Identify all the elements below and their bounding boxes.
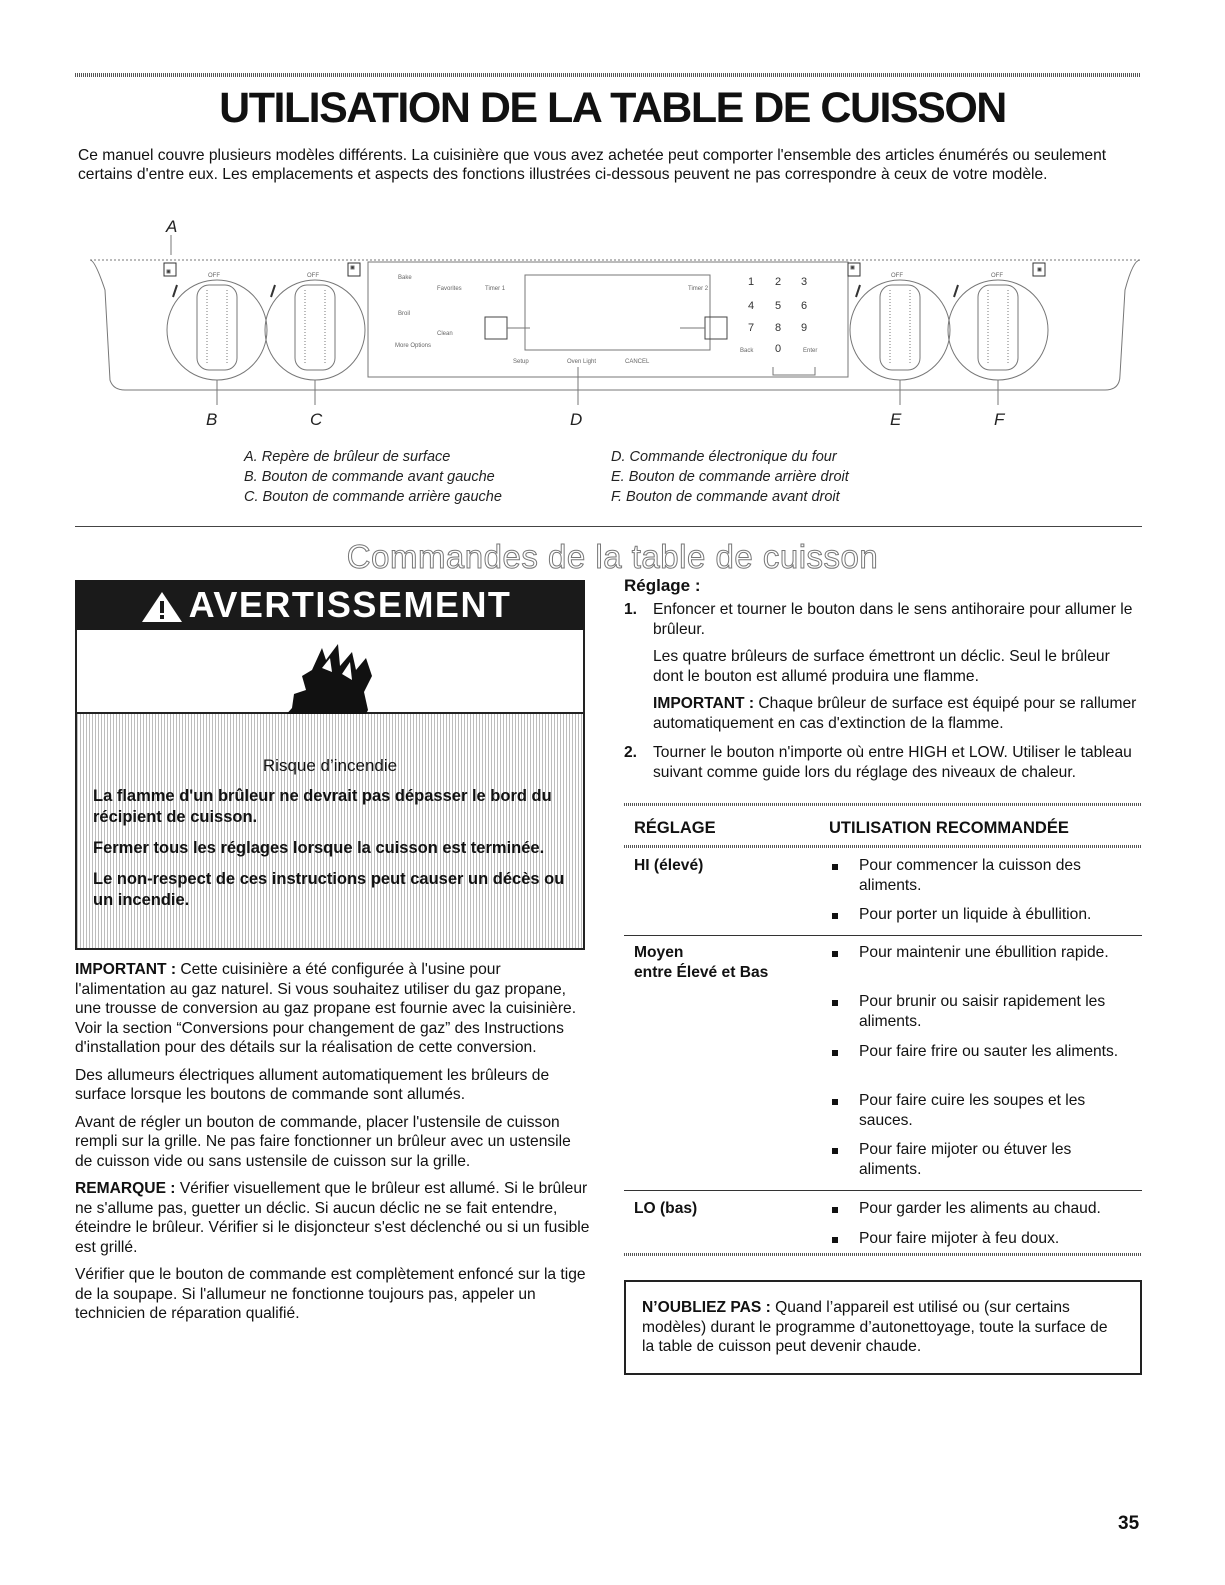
reminder-text: N’OUBLIEZ PAS : Quand l’appareil est utilisé ou (sur certains modèles) durant le programme d’autonettoyage, toute la surface de la table de cuisson peut devenir chaude. — [642, 1299, 1108, 1355]
legend-item-f: F. Bouton de commande avant droit — [611, 489, 840, 505]
page-number: 35 — [1118, 1513, 1140, 1534]
label-off-3: OFF — [891, 273, 903, 279]
key-7: 7 — [748, 322, 755, 334]
bullet-icon — [832, 1000, 838, 1006]
legend-item-c: C. Bouton de commande arrière gauche — [244, 489, 502, 505]
warning-title: AVERTISSEMENT — [188, 584, 512, 625]
label-timer1: Timer 1 — [485, 286, 506, 292]
warning-line-1: La flamme d'un brûleur ne devrait pas dépasser le bord du récipient de cuisson. — [93, 787, 552, 826]
page-title: UTILISATION DE LA TABLE DE CUISSON — [219, 84, 1006, 132]
row-lo-item-1: Pour garder les aliments au chaud. — [859, 1200, 1101, 1217]
key-1: 1 — [748, 276, 755, 288]
label-setup: Setup — [513, 359, 529, 365]
key-0: 0 — [775, 343, 782, 355]
table-header-utilisation: UTILISATION RECOMMANDÉE — [829, 819, 1069, 837]
warning-text — [93, 786, 573, 911]
label-off-2: OFF — [307, 273, 319, 279]
step-1-note: Les quatre brûleurs de surface émettront un déclic. Seul le brûleur dont le bouton est allumé produira une flamme. — [653, 648, 1110, 685]
bullet-icon — [832, 951, 838, 957]
key-3: 3 — [801, 276, 808, 288]
label-oven-light: Oven Light — [567, 359, 597, 365]
warning-line-3: Le non-respect de ces instructions peut causer un décès ou un incendie. — [93, 870, 565, 909]
important-label: IMPORTANT : — [75, 961, 177, 978]
figure-legend-left — [244, 447, 502, 507]
label-enter: Enter — [803, 348, 818, 354]
step-2-number: 2. — [624, 744, 638, 761]
legend-item-d: D. Commande électronique du four — [611, 449, 837, 465]
label-more-options: More Options — [395, 343, 432, 349]
reminder-label: N’OUBLIEZ PAS : — [642, 1299, 771, 1316]
row-lo-label: LO (bas) — [634, 1200, 698, 1217]
row-moyen-item-5: Pour faire mijoter ou étuver les aliments. — [859, 1141, 1072, 1178]
bullet-icon — [832, 1237, 838, 1243]
row-hi-item-2: Pour porter un liquide à ébullition. — [859, 906, 1092, 923]
igniter-paragraph: Des allumeurs électriques allument automatiquement les brûleurs de surface lorsque les boutons de commande sont allumés. — [75, 1066, 550, 1103]
utensil-paragraph: Avant de régler un bouton de commande, placer l'ustensile de cuisson rempli sur la grille. Ne pas faire fonctionner un brûleur avec un ustensile de cuisson vide ou sans ustensile de cuisson sur la grille. — [75, 1113, 571, 1170]
table-header-reglage: RÉGLAGE — [634, 819, 716, 837]
warning-subtitle: Risque d’incendie — [262, 756, 398, 775]
key-9: 9 — [801, 322, 808, 334]
important-paragraph: IMPORTANT : Cette cuisinière a été configurée à l'usine pour l'alimentation au gaz naturel. Si vous souhaitez utiliser du gaz propane, une trousse de conversion au gaz propane est fournie avec la cuisinière. Voir la section “Conversions pour changement de gaz” des Instructions d'installation pour des détails sur la réalisation de cette conversion. — [75, 961, 577, 1056]
bullet-icon — [832, 1207, 838, 1213]
label-clean: Clean — [437, 331, 453, 337]
step-1-number: 1. — [624, 601, 638, 618]
reglage-heading: Réglage : — [624, 576, 701, 595]
legend-item-b: B. Bouton de commande avant gauche — [244, 469, 495, 485]
figure-letter-e: E — [890, 410, 902, 429]
figure-letter-f: F — [994, 410, 1005, 429]
bullet-icon — [832, 1050, 838, 1056]
step-1-text — [653, 600, 1141, 733]
key-6: 6 — [801, 300, 808, 312]
left-column-text — [75, 960, 590, 1324]
label-back: Back — [740, 348, 754, 354]
key-4: 4 — [748, 300, 755, 312]
intro-paragraph: Ce manuel couvre plusieurs modèles différents. La cuisinière que vous avez achetée peut comporter l'ensemble des articles énumérés ou seulement certains d'entre eux. Les emplacements et aspects des fonctions illustrées ci-dessous peuvent ne pas correspondre à ceux de votre modèle. — [78, 147, 1107, 183]
row-lo-item-2: Pour faire mijoter à feu doux. — [859, 1230, 1060, 1247]
warning-line-2: Fermer tous les réglages lorsque la cuisson est terminée. — [93, 839, 545, 857]
figure-letter-d: D — [570, 410, 583, 429]
row-moyen-item-2: Pour brunir ou saisir rapidement les aliments. — [859, 993, 1106, 1030]
bullet-icon — [832, 864, 838, 870]
table-top-rule — [624, 803, 1142, 806]
remarque-label: REMARQUE : — [75, 1180, 176, 1197]
key-2: 2 — [775, 276, 782, 288]
figure-letter-b: B — [206, 410, 218, 429]
remarque-paragraph: REMARQUE : Vérifier visuellement que le brûleur est allumé. Si le brûleur ne s'allume pas, guetter un déclic. Si aucun déclic ne se fait entendre, éteindre le brûleur. Vérifier si le disjoncteur s'est déclenché ou si un fusible est grillé. — [75, 1180, 590, 1256]
row-hi-label: HI (élevé) — [634, 857, 704, 874]
step-1-important: IMPORTANT : Chaque brûleur de surface est équipé pour se rallumer automatiquement en cas d'extinction de la flamme. — [653, 695, 1137, 732]
label-off-4: OFF — [991, 273, 1003, 279]
legend-item-e: E. Bouton de commande arrière droit — [611, 469, 849, 485]
bullet-icon — [832, 913, 838, 919]
label-broil: Broil — [398, 311, 411, 317]
label-off-1: OFF — [208, 273, 220, 279]
row-moyen-item-1: Pour maintenir une ébullition rapide. — [859, 944, 1109, 961]
section-divider — [75, 526, 1142, 527]
figure-letter-a: A — [166, 217, 178, 236]
legend-item-a: A. Repère de brûleur de surface — [244, 449, 451, 465]
step-1-instruction: Enfoncer et tourner le bouton dans le sens antihoraire pour allumer le brûleur. — [653, 601, 1133, 638]
figure-letter-c: C — [310, 410, 323, 429]
row-moyen-item-4: Pour faire cuire les soupes et les sauces. — [859, 1092, 1086, 1129]
top-rule — [75, 73, 1140, 77]
bullet-icon — [832, 1099, 838, 1105]
label-favorites: Favorites — [437, 286, 462, 292]
bullet-icon — [832, 1148, 838, 1154]
table-bottom-rule — [624, 1253, 1142, 1256]
row-hi-item-1: Pour commencer la cuisson des aliments. — [859, 857, 1081, 894]
figure-legend-right — [611, 447, 849, 507]
row-moyen-label: Moyen entre Élevé et Bas — [634, 944, 769, 981]
row-divider — [624, 935, 1142, 936]
label-timer2: Timer 2 — [688, 286, 709, 292]
row-moyen-item-3: Pour faire frire ou sauter les aliments. — [859, 1043, 1119, 1060]
check-knob-paragraph: Vérifier que le bouton de commande est complètement enfoncé sur la tige de la soupape. Si l'allumeur ne fonctionne toujours pas, appeler un technicien de réparation qualifié. — [75, 1266, 586, 1322]
label-bake: Bake — [398, 275, 412, 281]
section-title: Commandes de la table de cuisson — [346, 538, 879, 575]
row-divider — [624, 1190, 1142, 1191]
table-header-rule — [624, 845, 1142, 848]
control-panel-illustration — [85, 235, 1150, 410]
step-2-text: Tourner le bouton n'importe où entre HIGH et LOW. Utiliser le tableau suivant comme guide lors du réglage des niveaux de chaleur. — [653, 744, 1132, 781]
label-cancel: CANCEL — [625, 359, 650, 365]
key-5: 5 — [775, 300, 782, 312]
key-8: 8 — [775, 322, 782, 334]
